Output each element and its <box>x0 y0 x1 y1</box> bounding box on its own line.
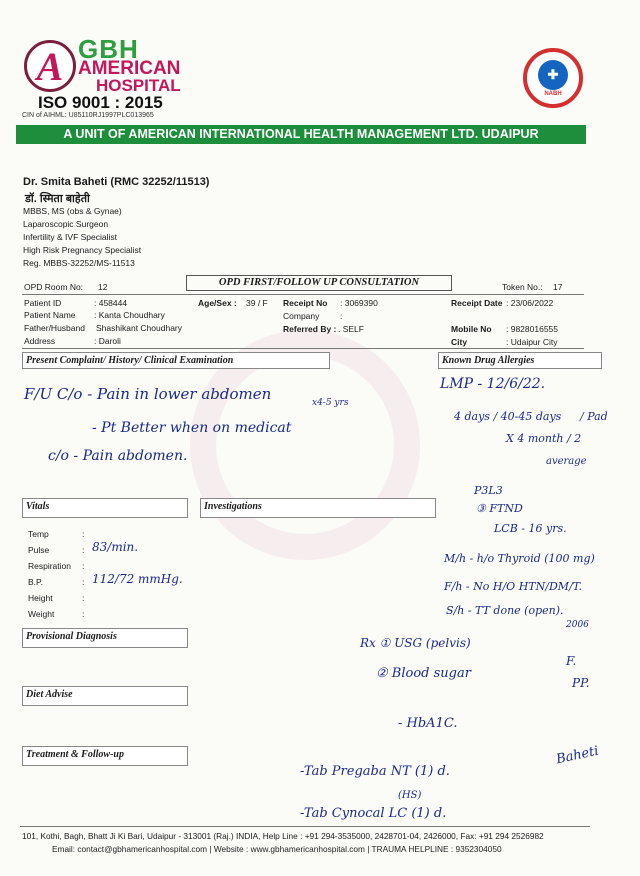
brand-american: AMERICAN <box>78 58 181 79</box>
rx-sugar-pp: PP. <box>572 676 590 690</box>
lmp-note: LMP - 12/6/22. <box>440 376 546 392</box>
rx-line: - HbA1C. <box>398 716 458 731</box>
city-value: : Udaipur City <box>506 337 558 347</box>
vital-label-respiration: Respiration <box>28 561 71 571</box>
doctor-qualification: MBBS, MS (obs & Gynae) <box>23 206 122 216</box>
rx-line: Rx ① USG (pelvis) <box>360 636 471 650</box>
colon: : <box>82 529 85 539</box>
divider <box>22 348 584 349</box>
city-label: City <box>451 337 468 347</box>
rx-line: ② Blood sugar <box>376 666 471 681</box>
obstetric-note: LCB - 16 yrs. <box>494 522 567 535</box>
rx-line: (HS) <box>398 790 422 801</box>
token-label: Token No.: <box>502 282 543 292</box>
section-investigations: Investigations <box>200 498 436 518</box>
doctor-specialty: Laparoscopic Surgeon <box>23 219 109 229</box>
company-value: : <box>340 311 343 321</box>
iso-cert: ISO 9001 : 2015 <box>38 93 163 112</box>
opd-room-label: OPD Room No: <box>24 282 84 292</box>
hospital-logo-icon: A <box>24 40 76 92</box>
colon: : <box>82 593 85 603</box>
section-treatment: Treatment & Follow-up <box>22 746 188 766</box>
receipt-date-value: : 23/06/2022 <box>506 298 554 308</box>
rx-line: -Tab Pregaba NT (1) d. <box>300 764 450 779</box>
history-note: S/h - TT done (open). <box>446 604 564 617</box>
section-complaint: Present Complaint/ History/ Clinical Examination <box>22 352 330 369</box>
cycle-note: X 4 month / 2 <box>506 432 582 445</box>
section-provisional-diagnosis: Provisional Diagnosis <box>22 628 188 648</box>
nabh-seal-icon: ✚ NABH <box>523 48 583 108</box>
section-allergies: Known Drug Allergies <box>438 352 602 369</box>
obstetric-note: ③ FTND <box>476 502 523 515</box>
history-note: F/h - No H/O HTN/DM/T. <box>444 580 582 593</box>
cycle-note: / Pad <box>580 410 608 423</box>
brand-hospital: HOSPITAL <box>96 76 181 95</box>
doctor-name: Dr. Smita Baheti (RMC 32252/11513) <box>23 176 210 188</box>
divider <box>20 826 590 827</box>
colon: : <box>82 609 85 619</box>
referred-value: . SELF <box>338 324 364 334</box>
rx-line: -Tab Cynocal LC (1) d. <box>300 806 447 821</box>
company-label: Company <box>283 311 320 321</box>
age-sex-label: Age/Sex : <box>198 298 237 308</box>
vital-label-temp: Temp <box>28 529 49 539</box>
complaint-line: - Pt Better when on medicat <box>92 420 292 436</box>
age-sex-value: 39 / F <box>246 298 268 308</box>
section-vitals: Vitals <box>22 498 188 518</box>
address-label: Address <box>24 336 56 346</box>
mobile-value: : 9828016555 <box>506 324 558 334</box>
section-diet-advise: Diet Advise <box>22 686 188 706</box>
colon: : <box>82 561 85 571</box>
history-year: 2006 <box>566 620 589 630</box>
father-value: Shashikant Choudhary <box>96 323 183 333</box>
doctor-specialty: High Risk Pregnancy Specialist <box>23 245 142 255</box>
cycle-note: average <box>546 456 587 467</box>
opd-room-value: 12 <box>98 282 108 292</box>
pulse-value: 83/min. <box>92 540 139 554</box>
complaint-duration: x4-5 yrs <box>312 398 349 408</box>
address-value: : Daroli <box>94 336 121 346</box>
footer-contact: Email: contact@gbhamericanhospital.com | Website : www.gbhamericanhospital.com | TRAUMA HELPLINE : 9352304050 <box>52 844 502 854</box>
mobile-label: Mobile No <box>451 324 492 334</box>
doctor-name-hindi: डॉ. स्मिता बाहेती <box>25 193 90 205</box>
banner: A UNIT OF AMERICAN INTERNATIONAL HEALTH MANAGEMENT LTD. UDAIPUR <box>16 125 586 144</box>
patient-id-value: : 458444 <box>94 298 128 308</box>
obstetric-note: P3L3 <box>474 484 503 497</box>
vital-label-bp: B.P. <box>28 577 43 587</box>
doctor-registration: Reg. MBBS-32252/MS-11513 <box>23 258 135 268</box>
vital-label-weight: Weight <box>28 609 55 619</box>
complaint-line: F/U C/o - Pain in lower abdomen <box>24 385 272 403</box>
receipt-no-value: : 3069390 <box>340 298 378 308</box>
token-value: 17 <box>553 282 563 292</box>
complaint-line: c/o - Pain abdomen. <box>48 448 188 464</box>
receipt-no-label: Receipt No <box>283 298 328 308</box>
consultation-title: OPD FIRST/FOLLOW UP CONSULTATION <box>186 275 452 291</box>
cin-number: CIN of AIHML: U85110RJ1997PLC013965 <box>22 112 154 119</box>
brand-gbh: GBH <box>78 34 139 64</box>
colon: : <box>82 577 85 587</box>
rx-sugar-fasting: F. <box>566 654 577 668</box>
bp-value: 112/72 mmHg. <box>92 572 183 586</box>
referred-label: Referred By : <box>283 324 337 334</box>
vital-label-pulse: Pulse <box>28 545 50 555</box>
father-label: Father/Husband <box>24 323 85 333</box>
patient-name-value: : Kanta Choudhary <box>94 310 165 320</box>
vital-label-height: Height <box>28 593 53 603</box>
patient-id-label: Patient ID <box>24 298 62 308</box>
doctor-signature: Baheti <box>554 743 600 768</box>
patient-name-label: Patient Name <box>24 310 76 320</box>
footer-address: 101, Kothi, Bagh, Bhatt Ji Ki Bari, Udaipur - 313001 (Raj.) INDIA, Help Line : +91 294-3535000, 2428701-04, 2426000, Fax: +91 294 2526982 <box>22 831 544 841</box>
history-note: M/h - h/o Thyroid (100 mg) <box>444 552 595 565</box>
cycle-note: 4 days / 40-45 days <box>454 410 562 423</box>
divider <box>22 294 584 295</box>
receipt-date-label: Receipt Date <box>451 298 503 308</box>
colon: : <box>82 545 85 555</box>
doctor-specialty: Infertility & IVF Specialist <box>23 232 118 242</box>
